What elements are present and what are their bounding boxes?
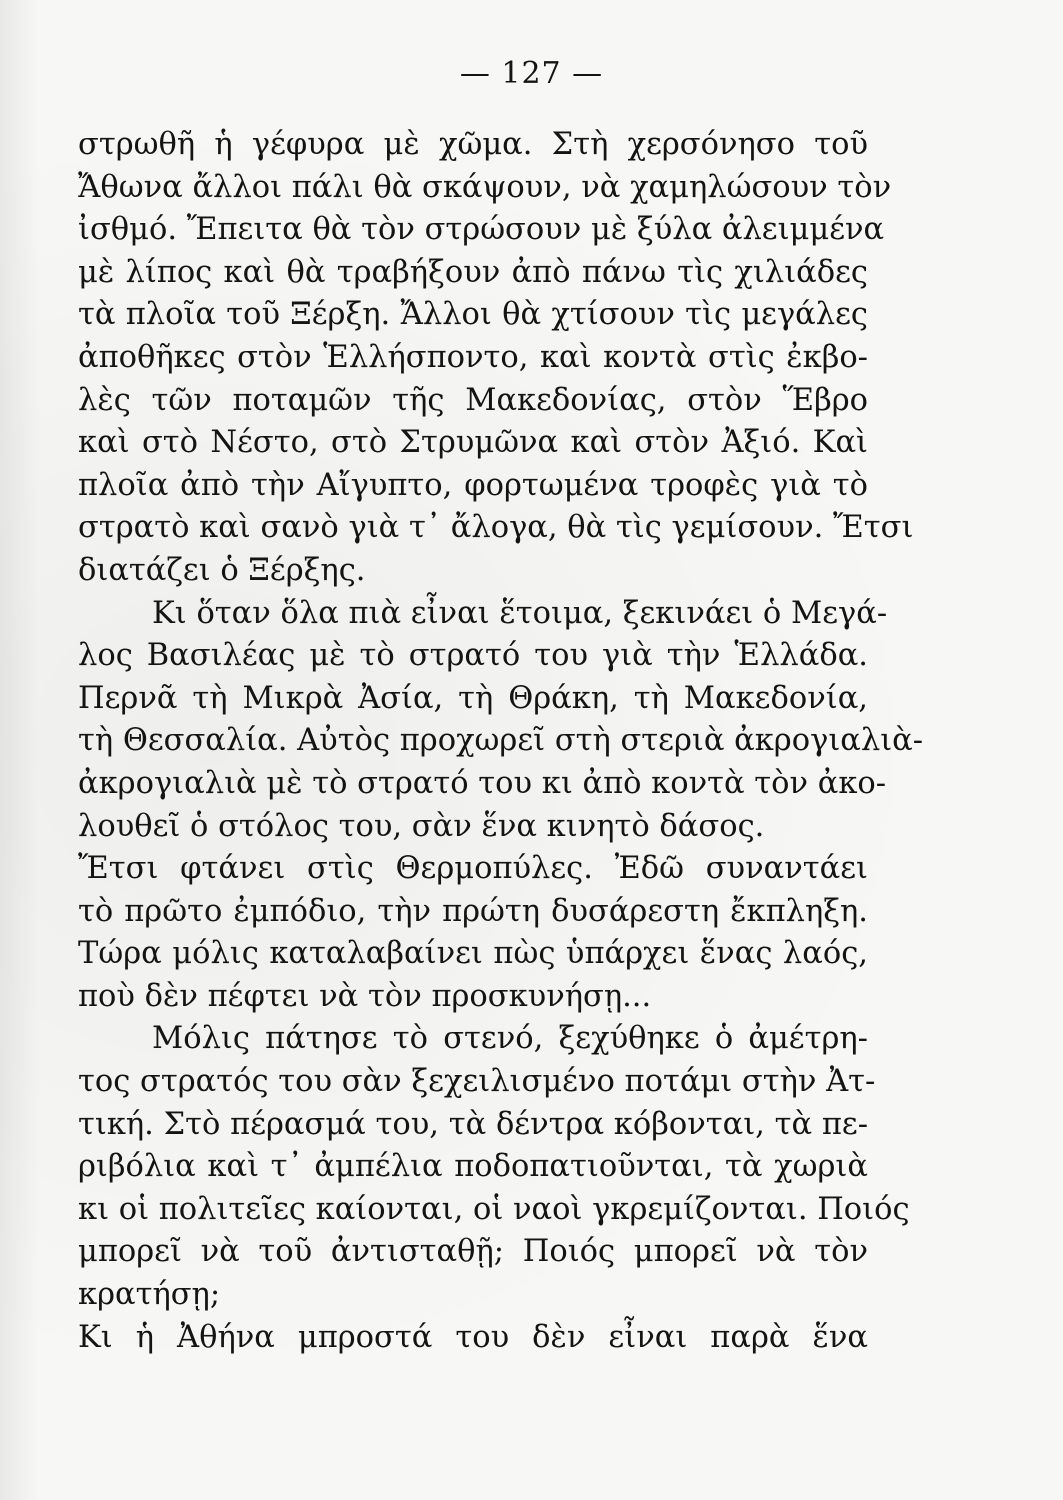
text-line: κι οἱ πολιτεῖες καίονται, οἱ ναοὶ γκρεμίζονται. Ποιός [78, 1191, 910, 1227]
text-line: ἀποθῆκες στὸν Ἑλλήσποντο, καὶ κοντὰ στὶς ἐκβο- [78, 339, 868, 375]
body-text [78, 124, 924, 1359]
text-line: Ἔτσι φτάνει στὶς Θερμοπύλες. Ἐδῶ συναντάει [78, 851, 868, 887]
text-line: μὲ λίπος καὶ θὰ τραβήξουν ἀπὸ πάνω τὶς χιλιάδες [78, 254, 868, 290]
text-line: ἰσθμό. Ἔπειτα θὰ τὸν στρώσουν μὲ ξύλα ἀλειμμένα [78, 212, 885, 248]
text-line: Κι ὅταν ὅλα πιὰ εἶναι ἕτοιμα, ξεκινάει ὁ Μεγά- [152, 595, 888, 631]
text-line: τική. Στὸ πέρασμά του, τὰ δέντρα κόβονται, τὰ πε- [78, 1106, 868, 1142]
text-line: Μόλις πάτησε τὸ στενό, ξεχύθηκε ὁ ἀμέτρη- [152, 1021, 868, 1057]
text-line: λουθεῖ ὁ στόλος του, σὰν ἕνα κινητὸ δάσος. [78, 808, 765, 844]
text-line: διατάζει ὁ Ξέρξης. [78, 552, 366, 588]
text-line: τὰ πλοῖα τοῦ Ξέρξη. Ἄλλοι θὰ χτίσουν τὶς μεγάλες [78, 297, 868, 333]
text-line: τος στρατός του σὰν ξεχειλισμένο ποτάμι στὴν Ἀτ- [78, 1064, 876, 1100]
text-line: κρατήσῃ; [78, 1277, 221, 1313]
text-line: Τώρα μόλις καταλαβαίνει πὼς ὑπάρχει ἕνας λαός, [78, 936, 868, 972]
text-line: ριβόλια καὶ τ᾿ ἀμπέλια ποδοπατιοῦνται, τὰ χωριὰ [78, 1149, 868, 1185]
text-line: τὸ πρῶτο ἐμπόδιο, τὴν πρώτη δυσάρεστη ἔκπληξη. [78, 893, 868, 929]
text-line: καὶ στὸ Νέστο, στὸ Στρυμῶνα καὶ στὸν Ἀξιό. Καὶ [78, 425, 868, 461]
text-line: τὴ Θεσσαλία. Αὐτὸς προχωρεῖ στὴ στεριὰ ἀκρογιαλιὰ- [78, 723, 924, 759]
text-line: στρωθῆ ἡ γέφυρα μὲ χῶμα. Στὴ χερσόνησο τοῦ [78, 127, 868, 162]
text-line: Ἄθωνα ἄλλοι πάλι θὰ σκάψουν, νὰ χαμηλώσουν τὸν [78, 169, 892, 205]
text-line: λὲς τῶν ποταμῶν τῆς Μακεδονίας, στὸν Ἕβρο [78, 382, 868, 418]
text-line: ἀκρογιαλιὰ μὲ τὸ στρατό του κι ἀπὸ κοντὰ τὸν ἀκο- [78, 765, 887, 801]
text-line: Περνᾶ τὴ Μικρὰ Ἀσία, τὴ Θράκη, τὴ Μακεδονία, [78, 680, 868, 716]
text-line: στρατὸ καὶ σανὸ γιὰ τ᾿ ἄλογα, θὰ τὶς γεμίσουν. Ἔτσι [78, 510, 914, 546]
text-line: πλοῖα ἀπὸ τὴν Αἴγυπτο, φορτωμένα τροφὲς γιὰ τὸ [78, 467, 868, 503]
page-number: — 127 — [459, 56, 604, 91]
text-line: Κι ἡ Ἀθήνα μπροστά του δὲν εἶναι παρὰ ἕνα [78, 1319, 868, 1355]
text-line: ποὺ δὲν πέφτει νὰ τὸν προσκυνήσῃ... [78, 978, 652, 1014]
text-line: μπορεῖ νὰ τοῦ ἀντισταθῇ; Ποιός μπορεῖ νὰ τὸν [78, 1234, 868, 1270]
text-line: λος Βασιλέας μὲ τὸ στρατό του γιὰ τὴν Ἑλλάδα. [78, 638, 868, 674]
